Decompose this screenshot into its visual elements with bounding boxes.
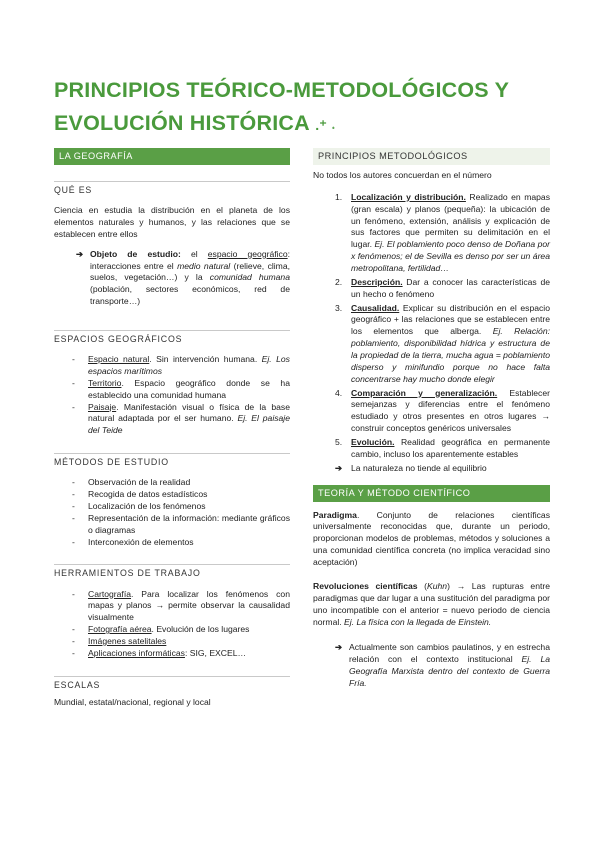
list-item: - Fotografía aérea. Evolución de los lugares: [72, 624, 250, 635]
list-item: - Representación de la información: mediante gráficos o diagramas: [72, 512, 290, 535]
list-item: - Imágenes satelitales: [72, 635, 167, 646]
title-line-1: PRINCIPIOS TEÓRICO-METODOLÓGICOS Y: [54, 78, 510, 102]
list-item: 2. Descripción. Dar a conocer las características de un hecho o fenómeno: [335, 276, 550, 299]
object-item: ➔ Objeto de estudio: el espacio geográfico: interacciones entre el medio natural (relieve, clima, suelos, vegetación…) y la comunidad humana (población, sectores económicos, red de transporte…): [76, 248, 291, 307]
list-item: - Paisaje. Manifestación visual o física de la base natural adaptada por el ser humano. Ej. El paisaje del Teide: [72, 401, 290, 436]
term-espacio-geografico: espacio geográfico: [207, 248, 288, 259]
list-item: - Interconexión de elementos: [72, 536, 194, 547]
heading-que-es: QUÉ ES: [54, 181, 290, 199]
list-item: - Cartografía. Para localizar los fenómenos con mapas y planos → permite observar la causalidad visualmente: [72, 588, 290, 623]
escalas-text: Mundial, estatal/nacional, regional y local: [54, 696, 211, 707]
espacios-list: [54, 354, 290, 437]
arrow-icon: ➔: [76, 248, 84, 259]
actualmente-item: ➔ Actualmente son cambios paulatinos, y en estrecha relación con el contexto institucional Ej. La Geografía Marxista dentro del contexto de Guerra Fría.: [335, 642, 550, 688]
arrow-note: ➔ La naturaleza no tiende al equilibrio: [335, 462, 487, 473]
section-la-geografia: LA GEOGRAFÍA: [54, 148, 290, 165]
left-column: [54, 148, 290, 709]
list-item: 4. Comparación y generalización. Establecer semejanzas y diferencias entre el fenómeno estudiado y otros presentes en otros lugares → construir conceptos genéricos universales: [335, 387, 550, 434]
arrow-icon: ➔: [335, 642, 343, 653]
title-decoration: .⁺ ˖: [315, 117, 336, 134]
section-teoria: TEORÍA Y MÉTODO CIENTÍFICO: [313, 485, 550, 502]
heading-metodos: MÉTODOS DE ESTUDIO: [54, 453, 290, 471]
right-column: [313, 148, 550, 690]
heading-herramientas: HERRAMIENTOS DE TRABAJO: [54, 564, 290, 582]
principios-list: [313, 192, 550, 461]
list-item: - Aplicaciones informáticas: SIG, EXCEL…: [72, 647, 247, 658]
list-item: 5. Evolución. Realidad geográfica en permanente cambio, incluso los aparentemente estables: [335, 437, 550, 459]
list-item: 1. Localización y distribución. Realizado en mapas (gran escala) y planos (pequeña): la ubicación de un fenómeno, extensión, análisis y explicación de sus factores que permiten su delimitación en el lugar. Ej. El poblamiento poco denso de Doñana por x fenómenos; el de Sevilla es denso por ser un área metropolitana, fertilidad…: [335, 191, 550, 274]
heading-espacios: ESPACIOS GEOGRÁFICOS: [54, 330, 290, 348]
list-item: - Espacio natural. Sin intervención humana. Ej. Los espacios marítimos: [72, 354, 290, 376]
metodos-list: [54, 477, 290, 548]
list-item: 3. Causalidad. Explicar su distribución en el espacio geográfico + las relaciones que se establecen entre los elementos que alberga. Ej. Relación: poblamiento, disponibilidad hídrica y estructura de la propiedad de la tierra, mucha agua = poblamiento disperso y minifundio porque no hace falta concentrarse hay mucho donde elegir: [335, 302, 550, 384]
page-title: [54, 74, 564, 141]
list-item: - Recogida de datos estadísticos: [72, 489, 208, 500]
que-es-text: Ciencia en estudia la distribución en el planeta de los elementos naturales y humanos, y las relaciones que se establecen entre ellos: [54, 205, 290, 239]
herramientas-list: [54, 589, 290, 660]
paradigma-text: Paradigma. Conjunto de relaciones científicas universalmente reconocidas que, durante un periodo, proporcionan modelos de problemas, métodos y soluciones a una comunidad científica concreta (no implica veracidad sino aceptación): [313, 509, 550, 568]
list-item: - Territorio. Espacio geográfico donde se ha establecido una comunidad humana: [72, 377, 290, 400]
list-item: - Observación de la realidad: [72, 477, 191, 488]
list-item: - Localización de los fenómenos: [72, 500, 206, 511]
revoluciones-text: Revoluciones científicas (Kuhn) → Las rupturas entre paradigmas que dar lugar a una sustitución del paradigma por uno incompatible con el anterior = nuevo periodo de ciencia normal. Ej. La física con la llegada de Einstein.: [313, 580, 550, 627]
arrow-icon: ➔: [335, 462, 343, 473]
heading-escalas: ESCALAS: [54, 676, 290, 694]
title-line-2: EVOLUCIÓN HISTÓRICA: [54, 111, 310, 136]
section-principios: PRINCIPIOS METODOLÓGICOS: [313, 148, 550, 165]
principios-intro: No todos los autores concuerdan en el número: [313, 170, 492, 180]
